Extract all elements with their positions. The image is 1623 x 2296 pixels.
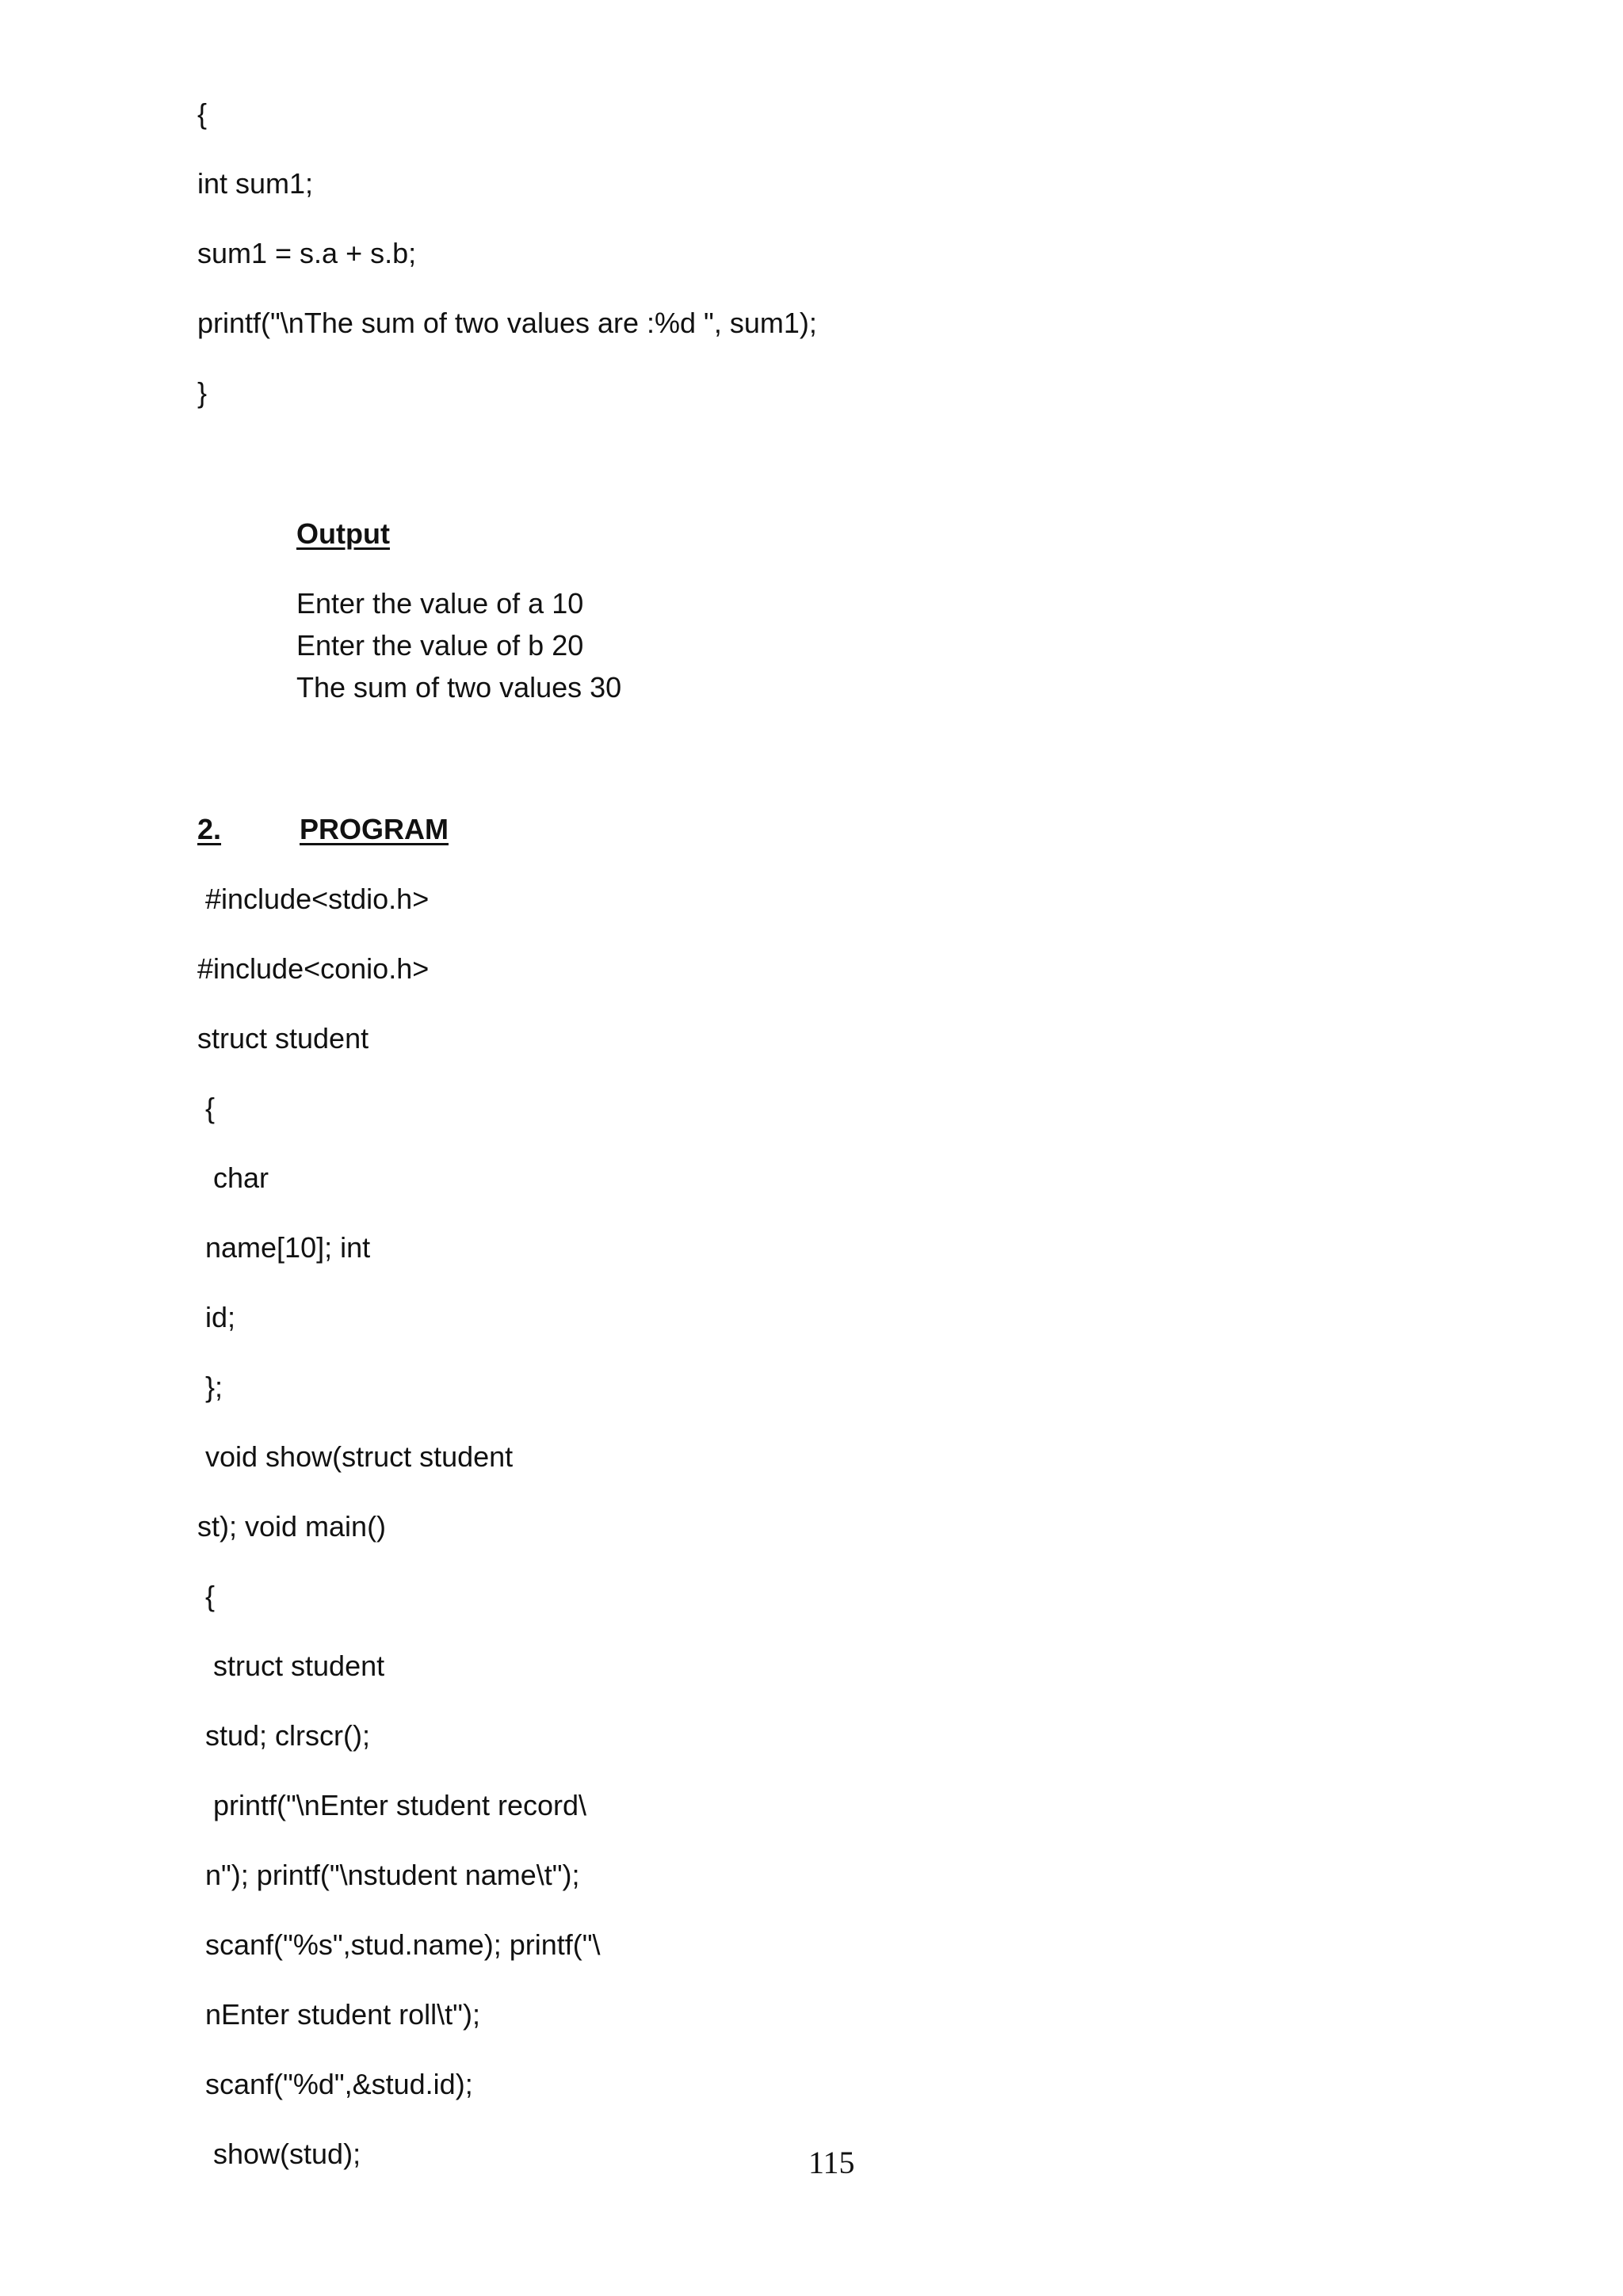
code-line: }; — [197, 1371, 223, 1403]
code-line: printf("\nEnter student record\ — [197, 1789, 587, 1821]
code-line: char — [197, 1161, 269, 1194]
output-line: Enter the value of b 20 — [296, 629, 584, 662]
code-line: stud; clrscr(); — [197, 1719, 371, 1752]
code-line: name[10]; int — [197, 1231, 371, 1264]
code-line: printf("\nThe sum of two values are :%d ", sum1); — [197, 307, 817, 339]
program-heading: PROGRAM — [300, 813, 449, 845]
output-heading: Output — [296, 517, 390, 550]
code-line: st); void main() — [197, 1510, 387, 1543]
code-line: sum1 = s.a + s.b; — [197, 237, 417, 269]
program-number: 2. — [197, 813, 222, 845]
code-line: { — [197, 1092, 216, 1124]
output-line: The sum of two values 30 — [296, 671, 622, 704]
code-line: struct student — [197, 1650, 385, 1682]
code-line: } — [197, 376, 208, 409]
code-line: #include<conio.h> — [197, 952, 430, 985]
code-line: scanf("%s",stud.name); printf("\ — [197, 1928, 601, 1961]
code-line: id; — [197, 1301, 236, 1333]
code-line: { — [197, 1580, 216, 1612]
code-line: struct student — [197, 1022, 369, 1055]
code-line: #include<stdio.h> — [197, 883, 430, 915]
code-line: { — [197, 97, 208, 130]
code-line: void show(struct student — [197, 1440, 514, 1473]
code-line: n"); printf("\nstudent name\t"); — [197, 1859, 580, 1891]
output-line: Enter the value of a 10 — [296, 587, 584, 620]
code-line: int sum1; — [197, 167, 314, 200]
code-line: show(stud); — [197, 2138, 361, 2170]
code-line: scanf("%d",&stud.id); — [197, 2068, 473, 2100]
page-number: 115 — [808, 2145, 855, 2180]
code-line: nEnter student roll\t"); — [197, 1998, 480, 2031]
